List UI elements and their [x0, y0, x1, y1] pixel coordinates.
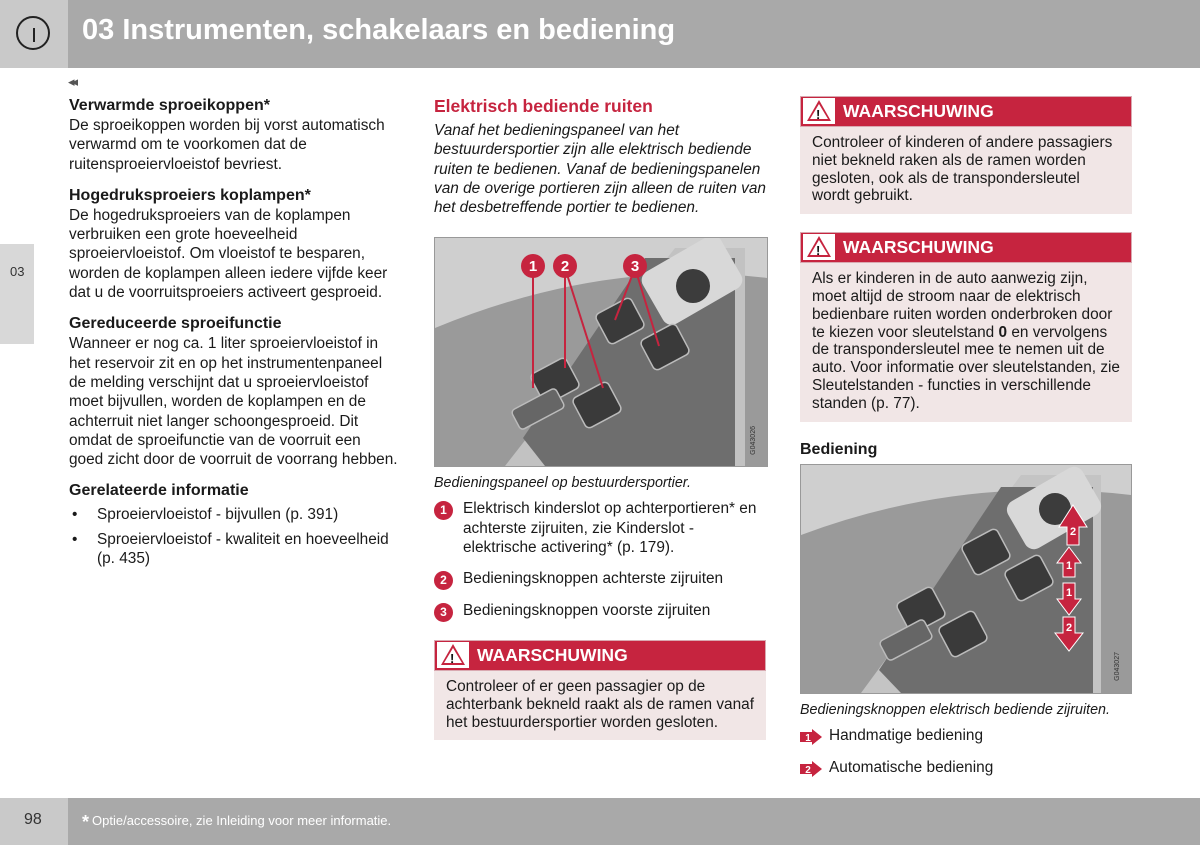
- number-badge-icon: 3: [434, 603, 453, 622]
- warning-title: WAARSCHUWING: [477, 644, 628, 665]
- section-title: Gerelateerde informatie: [69, 482, 249, 500]
- related-link[interactable]: • Sproeiervloeistof - kwaliteit en hoeveelheid (p. 435): [69, 530, 399, 569]
- numbered-item: [434, 499, 766, 557]
- svg-text:1: 1: [805, 732, 811, 744]
- chapter-tab-label: 03: [10, 264, 25, 279]
- numbered-item-text: Elektrisch kinderslot op achterportieren* en achterste zijruiten, zie Kinderslot - elektrische activering* (p. 179).: [463, 500, 757, 557]
- number-badge-icon: 2: [434, 571, 453, 590]
- chapter-title: 03 Instrumenten, schakelaars en bediening: [82, 14, 676, 46]
- related-link[interactable]: • Sproeiervloeistof - bijvullen (p. 391): [69, 505, 399, 524]
- chapter-icon-box: [0, 0, 68, 68]
- numbered-item: [800, 726, 1132, 745]
- warning-triangle-icon: !: [803, 98, 835, 124]
- image-caption: Bedieningspaneel op bestuurdersportier.: [434, 475, 691, 492]
- section-text: De hogedruksproeiers van de koplampen verbruiken een grote hoeveelheid sproeiervloeistof. Om vloeistof te besparen, worden de koplampen alleen iedere vijfde keer dat u de voorruitsproeiers activeert gesproeid.: [69, 206, 388, 302]
- related-links-list: [69, 505, 399, 568]
- subsection-title: Bediening: [800, 440, 878, 458]
- svg-text:2: 2: [805, 764, 811, 776]
- section-headlamp-washers: [69, 186, 399, 302]
- image-code: G043027: [1114, 651, 1121, 681]
- column-left: [69, 96, 399, 580]
- svg-text:3: 3: [630, 258, 640, 276]
- svg-text:2: 2: [560, 258, 570, 276]
- gauge-icon: [16, 16, 50, 50]
- image-caption: Bedieningsknoppen elektrisch bediende zijruiten.: [800, 701, 1110, 718]
- warning-header: [434, 640, 766, 671]
- section-title-power-windows: Elektrisch bediende ruiten: [434, 96, 653, 116]
- page-number-box: [0, 798, 68, 845]
- warning-text: Controleer of er geen passagier op de achterbank bekneld raakt als de ramen vanaf het bestuurdersportier worden gesloten.: [446, 677, 755, 731]
- numbered-item-text: Bedieningsknoppen achterste zijruiten: [463, 570, 724, 588]
- warning-title: WAARSCHUWING: [843, 101, 994, 121]
- warning-box: [434, 640, 766, 740]
- section-title: Gereduceerde sproeifunctie: [69, 315, 282, 333]
- page-header: [0, 0, 1200, 68]
- svg-text:2: 2: [1069, 525, 1077, 538]
- numbered-item: [434, 569, 766, 588]
- warning-text: Controleer of kinderen of andere passagiers niet bekneld raken als de ramen worden gesloten, ook als de transpondersleutel wordt gebruikt.: [812, 134, 1113, 205]
- number-badge-icon: 1: [434, 501, 453, 520]
- warning-box: [800, 96, 1132, 214]
- warning-box: [800, 232, 1132, 421]
- numbered-item: [434, 601, 766, 620]
- section-intro: Vanaf het bedieningspaneel van het bestuurdersportier zijn alle elektrisch bediende ruiten te bedienen. Vanaf de bedieningspanelen van de overige portieren zijn alleen de ruiten van het desbetreffende portier te bedienen.: [434, 122, 766, 217]
- chapter-side-tab[interactable]: [0, 244, 34, 344]
- numbered-item: [800, 758, 1132, 777]
- section-title: Verwarmde sproeikoppen*: [69, 97, 270, 114]
- footnote-asterisk: *: [82, 812, 90, 832]
- arrow-badge-icon: [800, 729, 822, 745]
- section-heated-nozzles: [69, 96, 399, 174]
- section-text: Wanneer er nog ca. 1 liter sproeiervloeistof in het reservoir zit en op het instrumentenpaneel de melding verschijnt dat u sproeiervloeistof moet bijvullen, worden de koplampen en de achterruit niet langer schoongesproeid. Dit omdat de sproeifunctie van de voorruit een goed zicht door de voorruit de voorrang hebben.: [69, 335, 398, 469]
- arrow-badge-icon: [800, 761, 822, 777]
- numbered-item-text: Handmatige bediening: [829, 726, 984, 744]
- image-code: G043026: [750, 425, 757, 455]
- footnote-text: Optie/accessoire, zie Inleiding voor meer informatie.: [92, 813, 392, 828]
- window-switches-image: [800, 464, 1132, 694]
- numbered-item-text: Bedieningsknoppen voorste zijruiten: [463, 601, 711, 619]
- svg-text:1: 1: [1065, 586, 1073, 599]
- section-text: De sproeikoppen worden bij vorst automatisch verwarmd om te voorkomen dat de ruitensproeiervloeistof bevriest.: [69, 117, 385, 173]
- page-number: 98: [24, 811, 42, 828]
- footnote: [82, 812, 391, 833]
- warning-text: [800, 263, 1132, 421]
- column-middle: [434, 96, 766, 740]
- section-reduced-spray: [69, 314, 399, 469]
- svg-text:1: 1: [1065, 559, 1073, 572]
- svg-text:2: 2: [1065, 621, 1073, 634]
- warning-text-part: Als er kinderen in de auto aanwezig zijn, moet altijd de stroom naar de elektrisch bedienbare ruiten worden onderbroken door te kiezen voor sleutelstand: [812, 270, 1113, 341]
- warning-title: WAARSCHUWING: [843, 237, 994, 258]
- svg-text:1: 1: [528, 258, 538, 276]
- warning-header: [800, 232, 1132, 263]
- section-title: Hogedruksproeiers koplampen*: [69, 186, 311, 204]
- key-position-value: 0: [998, 323, 1008, 341]
- warning-text-part: en vervolgens de transpondersleutel mee te nemen uit de auto. Voor informatie over sleutelstanden, zie Sleutelstanden - functies in verschillende standen (p. 77).: [812, 323, 1120, 412]
- warning-triangle-icon: !: [437, 642, 469, 668]
- numbered-item-text: Automatische bediening: [829, 758, 994, 776]
- previous-page-icon[interactable]: ◂◂: [68, 74, 76, 89]
- section-related-info: [69, 481, 399, 568]
- column-right: [800, 96, 1132, 790]
- warning-triangle-icon: !: [803, 234, 835, 260]
- page-footer: [0, 798, 1200, 845]
- door-panel-image: [434, 237, 768, 467]
- warning-header: [800, 96, 1132, 127]
